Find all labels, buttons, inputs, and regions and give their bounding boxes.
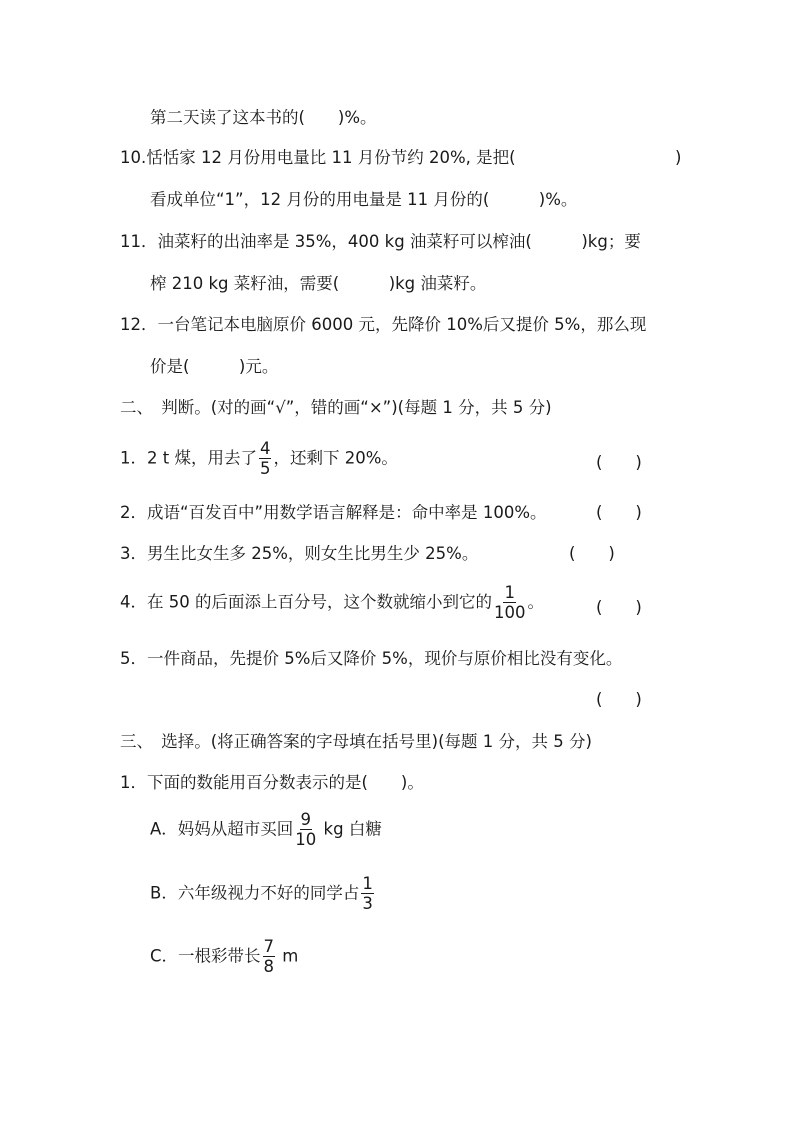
option-c-text-after: m — [277, 946, 299, 966]
fraction-numerator: 1 — [504, 583, 515, 602]
fraction-denominator: 100 — [493, 603, 526, 623]
option-b-text: B．六年级视力不好的同学占 — [150, 883, 360, 903]
fraction-denominator: 3 — [362, 894, 373, 914]
fraction-4-5 — [259, 440, 272, 478]
q11-line2: 榨 210 kg 菜籽油，需要( )kg 油菜籽。 — [150, 274, 487, 293]
judge-item-1-text-after: ，还剩下 20%。 — [273, 448, 398, 468]
section-judge-heading: 二、 判断。(对的画“√”，错的画“×”)(每题 1 分，共 5 分) — [120, 398, 552, 417]
q12-line1: 12．一台笔记本电脑原价 6000 元，先降价 10%后又提价 5%，那么现 — [120, 315, 647, 334]
choice-question-1: 1．下面的数能用百分数表示的是( )。 — [120, 773, 424, 792]
q12-line2: 价是( )元。 — [150, 357, 279, 376]
fraction-numerator: 1 — [362, 874, 373, 893]
judge-item-1-answer-paren: ( ) — [596, 453, 642, 472]
judge-item-4-text: 4．在 50 的后面添上百分号，这个数就缩小到它的 — [120, 592, 492, 612]
judge-item-3-answer-paren: ( ) — [569, 544, 615, 563]
choice-option-b — [150, 875, 376, 913]
judge-item-4-text-after: 。 — [527, 592, 544, 612]
q9-continuation: 第二天读了这本书的( )%。 — [150, 108, 377, 127]
judge-item-5-answer-paren: ( ) — [596, 690, 642, 709]
fraction-numerator: 9 — [300, 810, 312, 829]
judge-item-2-answer-paren: ( ) — [596, 503, 642, 522]
fraction-denominator: 8 — [263, 957, 275, 977]
q10-line2: 看成单位“1”，12 月份的用电量是 11 月份的( )%。 — [150, 190, 578, 209]
fraction-9-10 — [295, 811, 316, 849]
judge-item-1 — [120, 440, 398, 478]
judge-item-4-answer-paren: ( ) — [596, 598, 642, 617]
judge-item-2: 2．成语“百发百中”用数学语言解释是：命中率是 100%。 — [120, 503, 547, 522]
fraction-denominator: 10 — [295, 830, 317, 850]
fraction-denominator: 5 — [259, 459, 271, 479]
q10-line1: 10.恬恬家 12 月份用电量比 11 月份节约 20%, 是把( — [120, 148, 516, 167]
judge-item-3: 3．男生比女生多 25%，则女生比男生少 25%。 — [120, 544, 479, 563]
judge-item-4 — [120, 584, 544, 622]
option-a-text: A．妈妈从超市买回 — [150, 819, 294, 839]
option-c-text: C．一根彩带长 — [150, 946, 261, 966]
fraction-numerator: 4 — [259, 439, 271, 458]
judge-item-1-text: 1．2 t 煤，用去了 — [120, 448, 257, 468]
q11-line1: 11．油菜籽的出油率是 35%，400 kg 油菜籽可以榨油( )kg；要 — [120, 232, 641, 251]
section-choice-heading: 三、 选择。(将正确答案的字母填在括号里)(每题 1 分，共 5 分) — [120, 732, 592, 751]
choice-option-c — [150, 938, 298, 976]
q10-close-paren: ) — [675, 148, 682, 167]
fraction-1-100 — [494, 584, 526, 622]
fraction-7-8 — [263, 938, 276, 976]
option-a-text-after: kg 白糖 — [318, 819, 382, 839]
choice-option-a — [150, 811, 382, 849]
fraction-numerator: 7 — [263, 937, 275, 956]
fraction-1-3 — [361, 875, 374, 913]
judge-item-5: 5．一件商品，先提价 5%后又降价 5%，现价与原价相比没有变化。 — [120, 649, 623, 668]
